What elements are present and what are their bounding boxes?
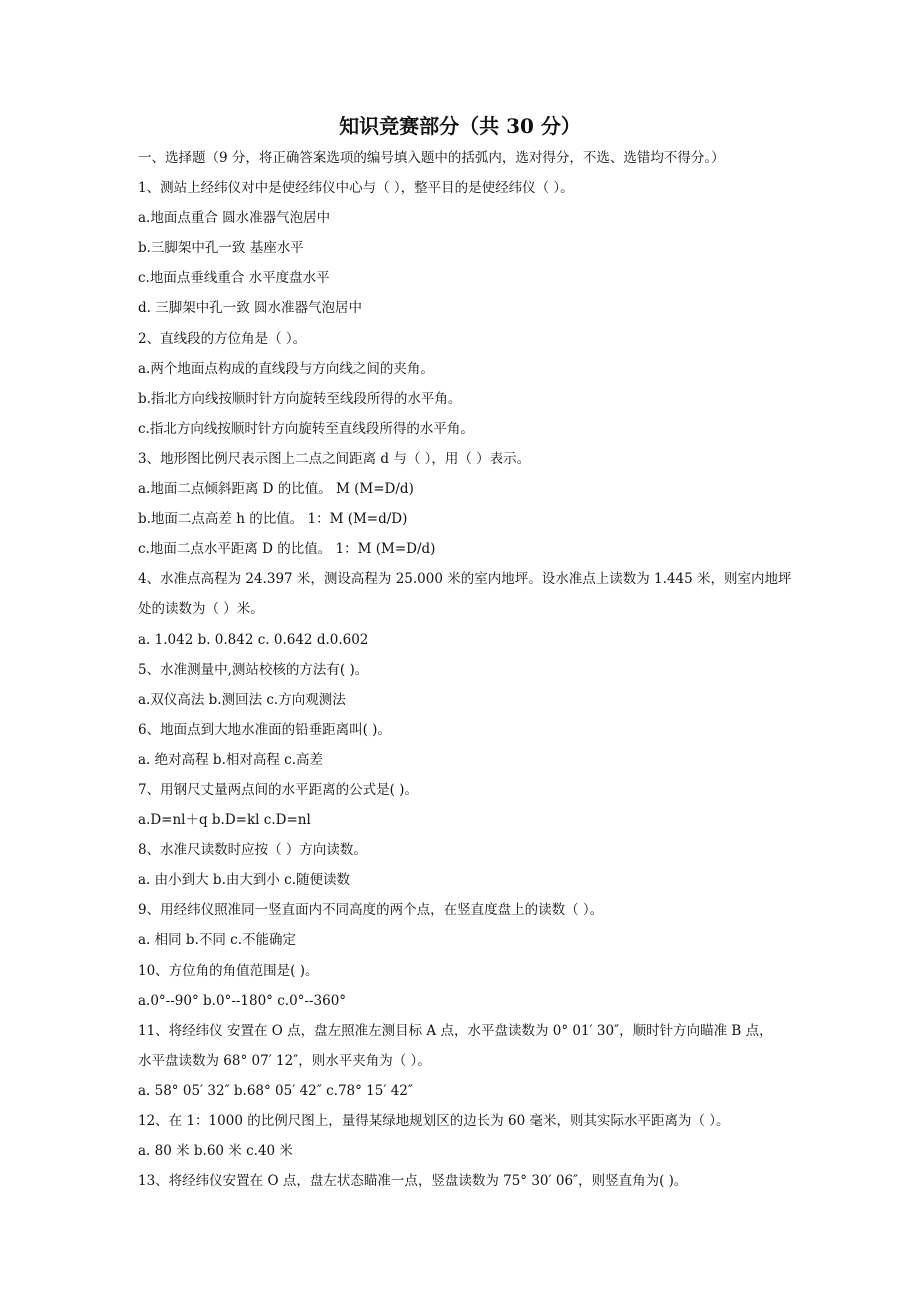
question-11-continued: 水平盘读数为 68° 07′ 12″，则水平夹角为（ ）。 bbox=[138, 1052, 431, 1069]
question-1-option-d: d. 三脚架中孔一致 圆水准器气泡居中 bbox=[138, 300, 363, 317]
question-2: 2、直线段的方位角是（ ）。 bbox=[138, 330, 307, 347]
question-4-continued: 处的读数为（ ）米。 bbox=[138, 601, 264, 618]
question-3: 3、地形图比例尺表示图上二点之间距离 d 与（ ），用（ ）表示。 bbox=[138, 450, 531, 467]
question-12: 12、在 1：1000 的比例尺图上，量得某绿地规划区的边长为 60 毫米，则其实际水平距离为（ ）。 bbox=[138, 1113, 730, 1129]
question-5-options: a.双仪高法 b.测回法 c.方向观测法 bbox=[138, 691, 346, 708]
question-7: 7、用钢尺丈量两点间的水平距离的公式是( )。 bbox=[138, 781, 418, 798]
question-10-options: a.0°--90° b.0°--180° c.0°--360° bbox=[138, 992, 347, 1009]
document-body bbox=[138, 143, 798, 1196]
question-4-options: a. 1.042 b. 0.842 c. 0.642 d.0.602 bbox=[138, 631, 369, 648]
question-6: 6、地面点到大地水准面的铅垂距离叫( )。 bbox=[138, 721, 391, 738]
question-2-option-b: b.指北方向线按顺时针方向旋转至线段所得的水平角。 bbox=[138, 390, 462, 407]
question-3-option-c: c.地面二点水平距离 D 的比值。 1：M (M=D/d) bbox=[138, 541, 436, 558]
question-9: 9、用经纬仪照准同一竖直面内不同高度的两个点，在竖直度盘上的读数（ ）。 bbox=[138, 902, 604, 919]
question-5: 5、水准测量中,测站校核的方法有( )。 bbox=[138, 661, 369, 678]
question-10: 10、方位角的角值范围是( )。 bbox=[138, 962, 319, 979]
question-4: 4、水准点高程为 24.397 米，测设高程为 25.000 米的室内地坪。设水准点上读数为 1.445 米，则室内地坪 bbox=[138, 571, 792, 588]
question-2-option-c: c.指北方向线按顺时针方向旋转至直线段所得的水平角。 bbox=[138, 420, 474, 437]
question-1-option-b: b.三脚架中孔一致 基座水平 bbox=[138, 240, 304, 257]
question-3-option-a: a.地面二点倾斜距离 D 的比值。 M (M=D/d) bbox=[138, 481, 414, 498]
section-heading: 一、选择题（9 分，将正确答案选项的编号填入题中的括弧内，选对得分，不选、选错均不得分。） bbox=[138, 150, 725, 166]
question-1: 1、测站上经纬仪对中是使经纬仪中心与（ ），整平目的是使经纬仪（ ）。 bbox=[138, 180, 574, 197]
question-7-options: a.D=nl＋q b.D=kl c.D=nl bbox=[138, 812, 311, 829]
question-6-options: a. 绝对高程 b.相对高程 c.高差 bbox=[138, 751, 323, 768]
question-2-option-a: a.两个地面点构成的直线段与方向线之间的夹角。 bbox=[138, 360, 434, 377]
question-1-option-c: c.地面点垂线重合 水平度盘水平 bbox=[138, 270, 330, 287]
question-11: 11、将经纬仪 安置在 O 点，盘左照准左测目标 A 点，水平盘读数为 0° 01′ 30″，顺时针方向瞄准 B 点， bbox=[138, 1022, 773, 1039]
question-1-option-a: a.地面点重合 圆水准器气泡居中 bbox=[138, 210, 331, 227]
question-9-options: a. 相同 b.不同 c.不能确定 bbox=[138, 932, 296, 949]
document-title: 知识竞赛部分（共 30 分） bbox=[339, 114, 581, 138]
question-8: 8、水准尺读数时应按（ ）方向读数。 bbox=[138, 842, 367, 859]
question-11-options: a. 58° 05′ 32″ b.68° 05′ 42″ c.78° 15′ 42″ bbox=[138, 1082, 413, 1099]
question-8-options: a. 由小到大 b.由大到小 c.随便读数 bbox=[138, 872, 350, 889]
question-12-options: a. 80 米 b.60 米 c.40 米 bbox=[138, 1143, 293, 1160]
question-3-option-b: b.地面二点高差 h 的比值。 1：M (M=d/D) bbox=[138, 511, 408, 528]
question-13: 13、将经纬仪安置在 O 点，盘左状态瞄准一点，竖盘读数为 75° 30′ 06″，则竖直角为( )。 bbox=[138, 1173, 688, 1190]
